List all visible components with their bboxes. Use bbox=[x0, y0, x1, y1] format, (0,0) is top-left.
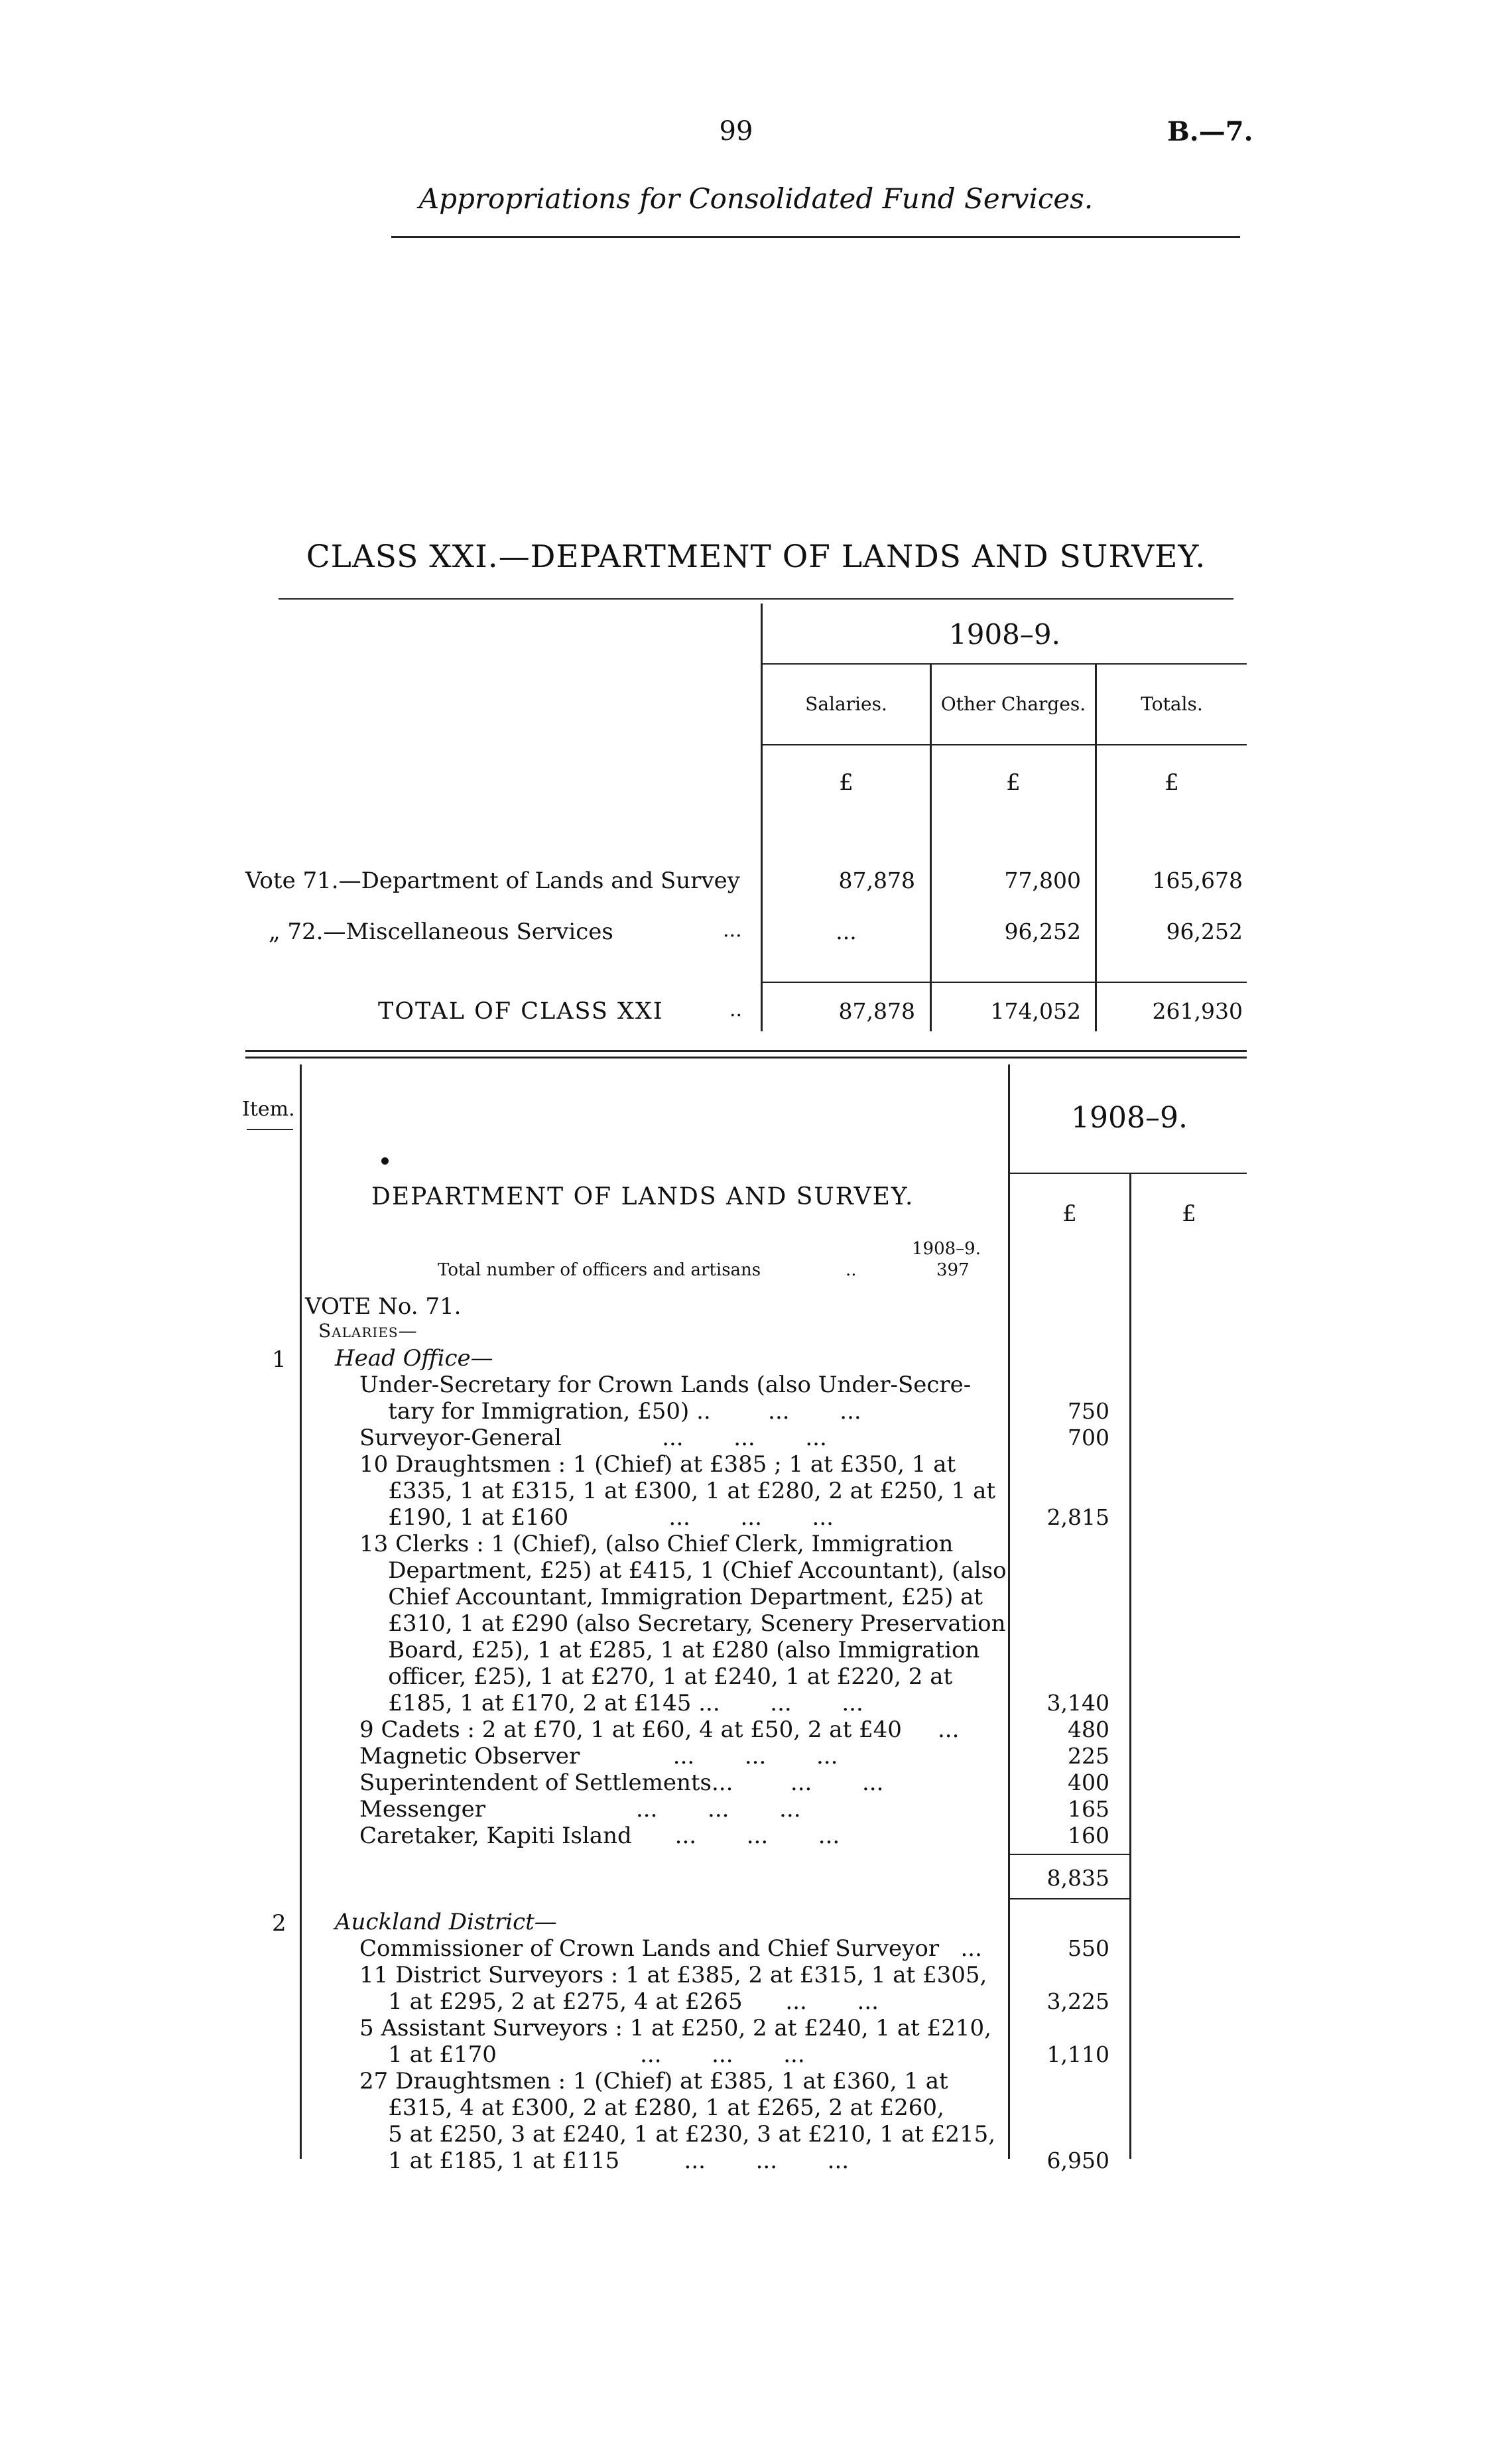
head-office-line: £310, 1 at £290 (also Secretary, Scenery Preservation bbox=[359, 1610, 1006, 1637]
vote-number: VOTE No. 71. bbox=[305, 1293, 462, 1320]
summary-row-vote71-salaries: 87,878 bbox=[838, 868, 915, 893]
section-bullet bbox=[381, 1157, 389, 1165]
head-office-subtotal-rule-bottom bbox=[1010, 1898, 1129, 1899]
summary-total-salaries: 87,878 bbox=[838, 998, 915, 1024]
auckland-line: 5 Assistant Surveyors : 1 at £250, 2 at £240, 1 at £210, bbox=[359, 2015, 991, 2041]
officers-year: 1908–9. bbox=[912, 1239, 981, 1259]
head-office-amount: 700 bbox=[1068, 1425, 1109, 1450]
class-title: CLASS XXI.—DEPARTMENT OF LANDS AND SURVEY. bbox=[306, 539, 1206, 575]
page-number: 99 bbox=[719, 116, 753, 147]
summary-currency-salaries: £ bbox=[839, 769, 853, 796]
head-office-amount: 165 bbox=[1068, 1796, 1109, 1822]
summary-year: 1908–9. bbox=[949, 618, 1060, 651]
summary-row-vote72-other: 96,252 bbox=[1004, 919, 1081, 944]
summary-row-vote72-totals: 96,252 bbox=[1166, 919, 1243, 944]
head-office-line: tary for Immigration, £50) .. ... ... bbox=[359, 1398, 861, 1425]
head-office-amount: 225 bbox=[1068, 1743, 1109, 1769]
detail-currency-2: £ bbox=[1182, 1200, 1196, 1227]
department-title: DEPARTMENT OF LANDS AND SURVEY. bbox=[371, 1183, 914, 1210]
head-office-amount: 160 bbox=[1068, 1823, 1109, 1848]
head-office-subtotal: 8,835 bbox=[1046, 1865, 1109, 1891]
running-title: Appropriations for Consolidated Fund Services. bbox=[418, 182, 1094, 215]
auckland-line: £315, 4 at £300, 2 at £280, 1 at £265, 2 at £260, bbox=[359, 2094, 944, 2121]
summary-col-totals: Totals. bbox=[1141, 693, 1203, 715]
class-title-rule bbox=[279, 598, 1233, 600]
head-office-line: £190, 1 at £160 ... ... ... bbox=[359, 1504, 834, 1531]
auckland-heading: Auckland District— bbox=[335, 1909, 557, 1935]
auckland-line: 1 at £295, 2 at £275, 4 at £265 ... ... bbox=[359, 1988, 879, 2015]
paper-reference: B.—7. bbox=[1167, 116, 1253, 147]
head-office-line: 13 Clerks : 1 (Chief), (also Chief Clerk, Immigration bbox=[359, 1531, 954, 1557]
summary-row-vote72-dots: ... bbox=[723, 919, 742, 942]
head-office-heading: Head Office— bbox=[335, 1345, 493, 1372]
auckland-line: 11 District Surveyors : 1 at £385, 2 at £315, 1 at £305, bbox=[359, 1962, 987, 1988]
head-office-line: Surveyor-General ... ... ... bbox=[359, 1425, 827, 1451]
summary-row-vote71-totals: 165,678 bbox=[1152, 868, 1243, 893]
summary-row-vote72-salaries: ... bbox=[836, 919, 857, 944]
head-office-line: £335, 1 at £315, 1 at £300, 1 at £280, 2 at £250, 1 at bbox=[359, 1478, 996, 1504]
summary-double-rule-1 bbox=[245, 1050, 1247, 1052]
head-office-line: Board, £25), 1 at £285, 1 at £280 (also Immigration bbox=[359, 1637, 980, 1663]
auckland-amount: 1,110 bbox=[1046, 2041, 1109, 2067]
item-column-header: Item. bbox=[242, 1098, 295, 1121]
head-office-subtotal-rule bbox=[1010, 1854, 1129, 1855]
auckland-line: 1 at £170 ... ... ... bbox=[359, 2041, 805, 2068]
auckland-line: 5 at £250, 3 at £240, 1 at £230, 3 at £210, 1 at £215, bbox=[359, 2121, 996, 2148]
officers-label: Total number of officers and artisans bbox=[438, 1260, 761, 1280]
head-office-line: Department, £25) at £415, 1 (Chief Accountant), (also bbox=[359, 1557, 1007, 1584]
summary-total-other: 174,052 bbox=[990, 998, 1081, 1024]
head-office-line: Magnetic Observer ... ... ... bbox=[359, 1743, 838, 1769]
head-office-amount: 3,140 bbox=[1046, 1690, 1109, 1716]
head-office-line: 10 Draughtsmen : 1 (Chief) at £385 ; 1 at £350, 1 at bbox=[359, 1451, 956, 1478]
auckland-amount: 6,950 bbox=[1046, 2148, 1109, 2173]
summary-double-rule-2 bbox=[245, 1057, 1247, 1059]
summary-total-label: TOTAL OF CLASS XXI bbox=[378, 998, 664, 1025]
auckland-amount: 3,225 bbox=[1046, 1988, 1109, 2014]
summary-col-divider-2 bbox=[1095, 665, 1097, 1031]
detail-currency-1: £ bbox=[1062, 1200, 1077, 1227]
summary-label-divider bbox=[761, 604, 763, 1031]
summary-total-dots: .. bbox=[729, 998, 743, 1021]
head-office-amount: 750 bbox=[1068, 1398, 1109, 1424]
item-number-1: 1 bbox=[272, 1346, 286, 1373]
item-number-2: 2 bbox=[272, 1910, 286, 1937]
detail-year-header: 1908–9. bbox=[1071, 1101, 1188, 1135]
head-office-amount: 2,815 bbox=[1046, 1504, 1109, 1530]
summary-col-divider-1 bbox=[930, 665, 932, 1031]
summary-row-vote72-label: „ 72.—Miscellaneous Services bbox=[269, 919, 613, 945]
auckland-line: 1 at £185, 1 at £115 ... ... ... bbox=[359, 2148, 850, 2174]
auckland-line: 27 Draughtsmen : 1 (Chief) at £385, 1 at £360, 1 at bbox=[359, 2068, 948, 2094]
head-office-line: £185, 1 at £170, 2 at £145 ... ... ... bbox=[359, 1690, 863, 1716]
summary-colhead-rule bbox=[763, 744, 1247, 745]
summary-col-other-charges: Other Charges. bbox=[940, 693, 1086, 715]
head-office-line: Superintendent of Settlements... ... ... bbox=[359, 1769, 884, 1796]
summary-total-rule-top bbox=[763, 982, 1247, 983]
summary-year-rule bbox=[763, 663, 1247, 665]
summary-col-salaries: Salaries. bbox=[805, 693, 887, 715]
detail-year-rule bbox=[1010, 1173, 1247, 1174]
summary-row-vote71-other: 77,800 bbox=[1004, 868, 1081, 893]
head-office-line: Messenger ... ... ... bbox=[359, 1796, 801, 1823]
head-office-line: Under-Secretary for Crown Lands (also Under-Secre- bbox=[359, 1372, 972, 1398]
head-office-line: 9 Cadets : 2 at £70, 1 at £60, 4 at £50, 2 at £40 ... bbox=[359, 1716, 960, 1743]
officers-count: 397 bbox=[936, 1260, 970, 1280]
item-column-divider bbox=[300, 1064, 302, 2159]
salaries-heading: Salaries— bbox=[318, 1320, 418, 1342]
officers-dots: .. bbox=[846, 1260, 857, 1280]
summary-total-totals: 261,930 bbox=[1152, 998, 1243, 1024]
auckland-line: Commissioner of Crown Lands and Chief Surveyor ... bbox=[359, 1935, 982, 1962]
summary-currency-other: £ bbox=[1006, 769, 1021, 796]
head-office-amount: 480 bbox=[1068, 1716, 1109, 1742]
summary-row-vote71-label: Vote 71.—Department of Lands and Survey bbox=[245, 868, 740, 894]
item-header-rule bbox=[247, 1129, 293, 1130]
head-office-line: Chief Accountant, Immigration Department, £25) at bbox=[359, 1584, 983, 1610]
head-office-line: officer, £25), 1 at £270, 1 at £240, 1 at £220, 2 at bbox=[359, 1663, 953, 1690]
amount-column-divider bbox=[1129, 1174, 1131, 2159]
summary-currency-totals: £ bbox=[1165, 769, 1179, 796]
auckland-amount: 550 bbox=[1068, 1935, 1109, 1961]
head-office-line: Caretaker, Kapiti Island ... ... ... bbox=[359, 1823, 840, 1849]
header-rule bbox=[391, 236, 1240, 238]
head-office-amount: 400 bbox=[1068, 1769, 1109, 1795]
